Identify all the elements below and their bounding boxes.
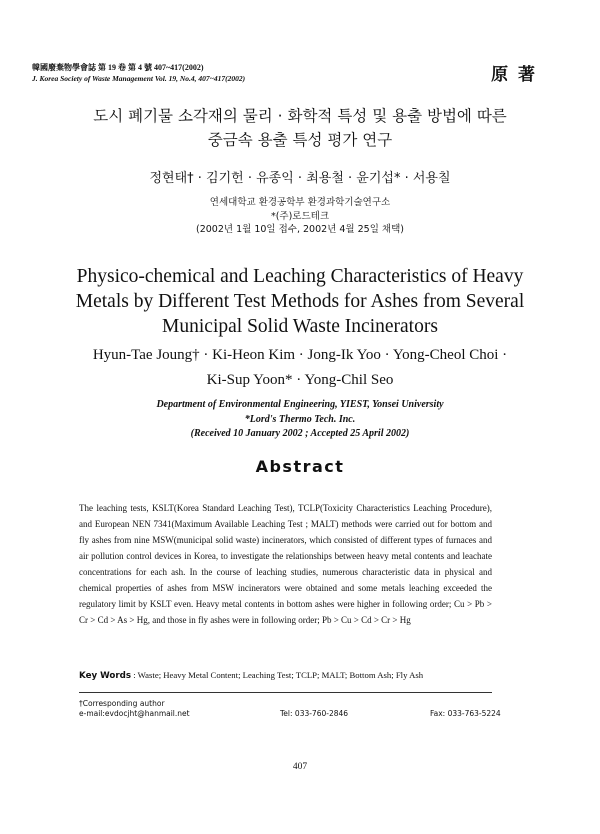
english-title [0,264,600,339]
english-title-line-1: Physico-chemical and Leaching Characteristics of Heavy [76,266,524,287]
korean-title [0,104,600,152]
journal-header [32,62,245,84]
english-affiliation-2: *Lord's Thermo Tech. Inc. [244,413,356,425]
korean-dates: (2002년 1월 10일 접수, 2002년 4월 25일 채택) [196,224,404,235]
abstract-text: The leaching tests, KSLT(Korea Standard Leaching Test), TCLP(Toxicity Characteristics Leaching Procedure), and European NEN 7341(Maximum Available Leaching Test ; MALT) methods were carried out for bottom and fly ashes from nine MSW(municipal solid waste) incinerators, which consisted of different types of furnaces and air pollution control devices in Korea, to investigate the relationships between heavy metal contents and leachate concentrations for each ash. In the course of leaching studies, numerous characteristic data in physical and chemical properties of ashes from MSW incinerators were obtained and some metals leaching exceeded the regulatory limit by KSLT even. Heavy metal contents in bottom ashes were higher in following order; Cu > Pb > Cr > Cd > As > Hg, and those in fly ashes were in following order; Pb > Cu > Cd > Cr > Hg [79,503,492,625]
journal-name-korean: 韓國廢棄物學會誌 第 19 卷 第 4 號 407~417(2002) [32,63,204,72]
korean-authors: 정현태† · 김기헌 · 유종익 · 최용철 · 윤기섭* · 서용칠 [149,171,451,186]
korean-title-line-1: 도시 폐기물 소각재의 물리 · 화학적 특성 및 용출 방법에 따른 [93,107,507,125]
english-authors-line-1: Hyun-Tae Joung† · Ki-Heon Kim · Jong-Ik Yoo · Yong-Cheol Choi · [92,347,508,363]
korean-affiliations [0,196,600,237]
abstract-heading: Abstract [255,457,345,476]
keywords-list: : Waste; Heavy Metal Content; Leaching Test; TCLP; MALT; Bottom Ash; Fly Ash [133,670,424,680]
korean-affiliation-1: 연세대학교 환경공학부 환경과학기술연구소 [209,197,391,208]
footnote-email: e-mail:evdocjht@hanmail.net [79,709,190,718]
keywords-label: Key Words [79,671,132,681]
footnote-fax: Fax: 033-763-5224 [430,709,501,718]
article-type-label: 原 著 [491,65,537,85]
footnote-divider [79,692,492,693]
page-number: 407 [292,762,308,772]
korean-affiliation-2: *(주)로드테크 [270,210,330,222]
english-title-line-2: Metals by Different Test Methods for Ashes from Several [75,291,525,312]
footnote [79,699,190,719]
korean-title-line-2: 중금속 용출 특성 평가 연구 [207,131,393,149]
journal-name-english: J. Korea Society of Waste Management Vol. 19, No.4, 407~417(2002) [32,74,246,83]
english-affiliation-1: Department of Environmental Engineering, YIEST, Yonsei University [156,399,444,410]
footnote-corresponding: †Corresponding author [79,699,165,708]
english-affiliations [0,398,600,442]
english-authors [0,343,600,393]
english-authors-line-2: Ki-Sup Yoon* · Yong-Chil Seo [206,372,394,388]
keywords [79,670,504,681]
english-title-line-3: Municipal Solid Waste Incinerators [162,316,438,337]
english-dates: (Received 10 January 2002 ; Accepted 25 April 2002) [190,428,410,439]
footnote-tel: Tel: 033-760-2846 [280,709,349,718]
